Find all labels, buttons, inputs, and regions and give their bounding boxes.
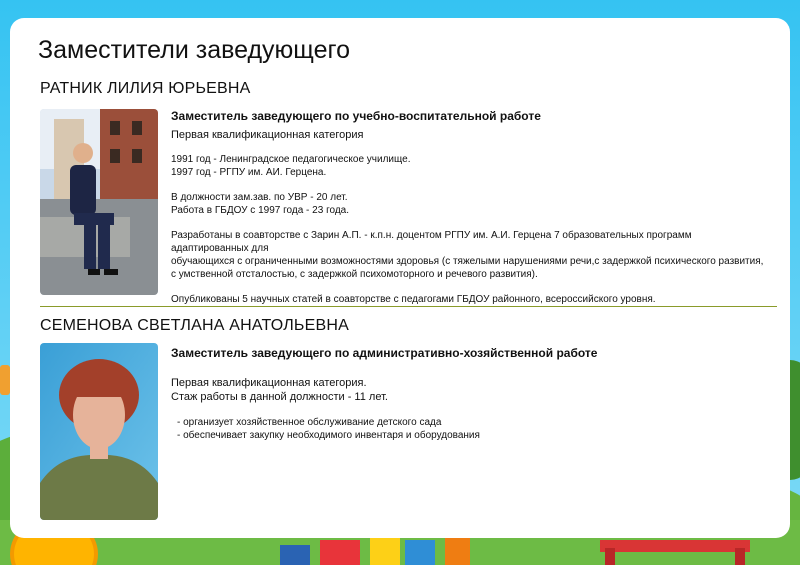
toy-block	[445, 538, 470, 565]
person2-info	[171, 346, 771, 442]
person1-name: РАТНИК ЛИЛИЯ ЮРЬЕВНА	[40, 80, 251, 97]
toy-block	[320, 540, 360, 565]
bench-leg	[605, 548, 615, 565]
person1-experience-1: В должности зам.зав. по УВР - 20 лет.	[171, 192, 348, 203]
post-left	[0, 365, 10, 395]
person1-programs-2: обучающихся с ограниченными возможностями здоровья (с тяжелыми нарушениями речи,с задержкой психического развития,	[171, 256, 764, 267]
toy-block	[405, 540, 435, 565]
person1-education-2: 1997 год - РГПУ им. АИ. Герцена.	[171, 167, 327, 178]
person1-experience-2: Работа в ГБДОУ с 1997 года - 23 года.	[171, 205, 350, 216]
person2-duty-1: - организует хозяйственное обслуживание детского сада	[177, 417, 442, 428]
person1-education-1: 1991 год - Ленинградское педагогическое училище.	[171, 154, 411, 165]
content-card	[10, 18, 790, 538]
person2-category: Первая квалификационная категория.	[171, 377, 367, 389]
toy-block	[280, 545, 310, 565]
bench-leg	[735, 548, 745, 565]
person2-photo	[40, 343, 158, 520]
person1-publications: Опубликованы 5 научных статей в соавторстве с педагогами ГБДОУ районного, всероссийского уровня.	[171, 294, 656, 305]
person1-programs-1: Разработаны в соавторстве с Зарин А.П. - к.п.н. доцентом РГПУ им. А.И. Герцена 7 образовательных программ адаптированных для	[171, 230, 692, 254]
toy-block	[370, 535, 400, 565]
person2-experience: Стаж работы в данной должности - 11 лет.	[171, 391, 388, 403]
section-divider	[40, 306, 777, 307]
page-title: Заместители заведующего	[38, 36, 350, 64]
person1-photo	[40, 109, 158, 295]
person1-category: Первая квалификационная категория	[171, 129, 364, 141]
person1-role: Заместитель заведующего по учебно-воспитательной работе	[171, 109, 541, 123]
person1-info	[171, 109, 771, 306]
bench	[600, 540, 750, 552]
person2-role: Заместитель заведующего по административно-хозяйственной работе	[171, 346, 598, 360]
person1-programs-3: с умственной отсталостью, с задержкой психомоторного и речевого развития).	[171, 269, 538, 280]
person2-name: СЕМЕНОВА СВЕТЛАНА АНАТОЛЬЕВНА	[40, 317, 349, 334]
person2-duty-2: - обеспечивает закупку необходимого инвентаря и оборудования	[177, 430, 480, 441]
